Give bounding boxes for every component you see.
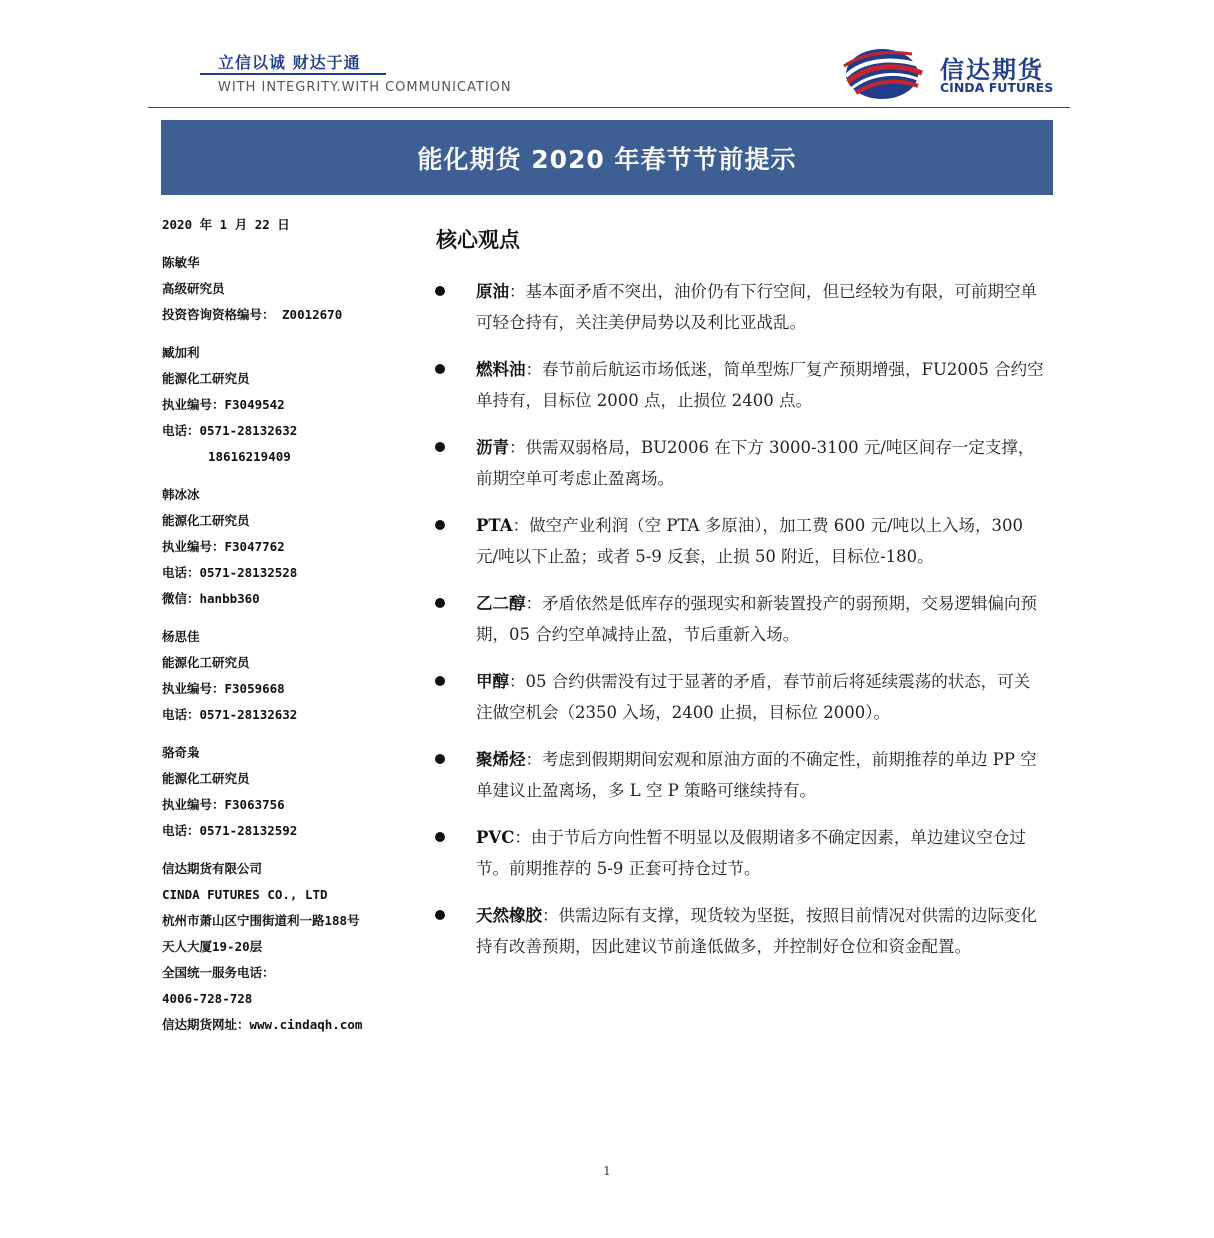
point-label: 乙二醇 bbox=[476, 594, 526, 613]
analyst-title: 能源化工研究员 bbox=[162, 655, 250, 670]
point-text: ：考虑到假期期间宏观和原油方面的不确定性，前期推荐的单边 PP 空单建议止盈离场，多 L 空 P 策略可继续持有。 bbox=[476, 750, 1037, 800]
core-view-heading: 核心观点 bbox=[436, 228, 520, 252]
list-item bbox=[432, 354, 1044, 418]
service-phone: 4006-728-728 bbox=[162, 991, 253, 1006]
analyst-phone: 电话：0571-28132632 bbox=[162, 707, 298, 722]
slogan-en: WITH INTEGRITY.WITH COMMUNICATION bbox=[218, 80, 512, 95]
bullet-icon bbox=[435, 598, 445, 608]
point-label: 甲醇 bbox=[476, 672, 509, 691]
analyst-title: 高级研究员 bbox=[162, 281, 225, 296]
logo-name-cn: 信达期货 bbox=[940, 56, 1044, 84]
point-text: ：由于节后方向性暂不明显以及假期诸多不确定因素，单边建议空仓过节。前期推荐的 5-9 正套可持仓过节。 bbox=[476, 828, 1026, 878]
service-phone-label: 全国统一服务电话： bbox=[162, 965, 275, 980]
point-label: 天然橡胶 bbox=[476, 906, 542, 925]
list-item bbox=[432, 588, 1044, 652]
analyst-phone: 电话：0571-28132632 bbox=[162, 423, 298, 438]
list-item bbox=[432, 432, 1044, 496]
company-name-en: CINDA FUTURES CO., LTD bbox=[162, 887, 328, 902]
bullet-icon bbox=[435, 910, 445, 920]
analyst-title: 能源化工研究员 bbox=[162, 371, 250, 386]
report-date: 2020 年 1 月 22 日 bbox=[162, 217, 290, 232]
list-item bbox=[432, 276, 1044, 340]
core-points-list bbox=[432, 276, 1044, 1010]
analyst-license: 执业编号：F3063756 bbox=[162, 797, 285, 812]
point-label: 聚烯烃 bbox=[476, 750, 526, 769]
point-text: ：05 合约供需没有过于显著的矛盾，春节前后将延续震荡的状态，可关注做空机会（2350 入场，2400 止损，目标位 2000）。 bbox=[476, 672, 1031, 722]
list-item bbox=[432, 900, 1044, 996]
page-number: 1 bbox=[603, 1164, 611, 1178]
page-title: 能化期货 2020 年春节节前提示 bbox=[417, 144, 797, 174]
bullet-icon bbox=[435, 754, 445, 764]
analyst-block bbox=[162, 482, 422, 612]
point-text: ：春节前后航运市场低迷，简单型炼厂复产预期增强，FU2005 合约空单持有，目标位 2000 点，止损位 2400 点。 bbox=[476, 360, 1044, 410]
bullet-icon bbox=[435, 442, 445, 452]
analyst-phone: 电话：0571-28132592 bbox=[162, 823, 298, 838]
sidebar bbox=[162, 212, 422, 1038]
analyst-block bbox=[162, 340, 422, 470]
analyst-block bbox=[162, 250, 422, 328]
bullet-icon bbox=[435, 364, 445, 374]
point-text: ：供需边际有支撑，现货较为坚挺，按照目前情况对供需的边际变化持有改善预期，因此建议节前逢低做多，并控制好仓位和资金配置。 bbox=[476, 906, 1037, 956]
cinda-logo-icon bbox=[842, 46, 924, 102]
logo-name-en: CINDA FUTURES bbox=[940, 80, 1054, 95]
point-text: ：矛盾依然是低库存的强现实和新装置投产的弱预期，交易逻辑偏向预期，05 合约空单减持止盈，节后重新入场。 bbox=[476, 594, 1037, 644]
company-address-building: 天人大厦19-20层 bbox=[162, 939, 263, 954]
analyst-name: 臧加利 bbox=[162, 345, 200, 360]
list-item bbox=[432, 822, 1044, 886]
list-item bbox=[432, 510, 1044, 574]
company-address: 杭州市萧山区宁围街道利一路188号 bbox=[162, 913, 360, 928]
company-name-cn: 信达期货有限公司 bbox=[162, 861, 263, 876]
analyst-license: 投资咨询资格编号： Z0012670 bbox=[162, 307, 343, 322]
analyst-name: 杨思佳 bbox=[162, 629, 200, 644]
analyst-title: 能源化工研究员 bbox=[162, 513, 250, 528]
analyst-name: 韩冰冰 bbox=[162, 487, 200, 502]
analyst-license: 执业编号：F3047762 bbox=[162, 539, 285, 554]
company-info bbox=[162, 856, 422, 1038]
analyst-block bbox=[162, 740, 422, 844]
bullet-icon bbox=[435, 520, 445, 530]
bullet-icon bbox=[435, 286, 445, 296]
analyst-block bbox=[162, 624, 422, 728]
list-item bbox=[432, 744, 1044, 808]
header-divider bbox=[148, 107, 1070, 108]
point-label: 燃料油 bbox=[476, 360, 526, 379]
point-label: PVC bbox=[476, 828, 515, 847]
analyst-name: 骆奇枭 bbox=[162, 745, 200, 760]
analyst-name: 陈敏华 bbox=[162, 255, 200, 270]
slogan-underline bbox=[200, 73, 386, 75]
point-text: ：做空产业利润（空 PTA 多原油），加工费 600 元/吨以上入场，300 元/吨以下止盈；或者 5-9 反套，止损 50 附近，目标位-180。 bbox=[476, 516, 1023, 566]
page-header bbox=[0, 0, 1214, 110]
analyst-wechat: 微信：hanbb360 bbox=[162, 591, 260, 606]
bullet-icon bbox=[435, 832, 445, 842]
analyst-license: 执业编号：F3059668 bbox=[162, 681, 285, 696]
point-label: PTA bbox=[476, 516, 513, 535]
company-website: 信达期货网址：www.cindaqh.com bbox=[162, 1017, 363, 1032]
slogan-cn: 立信以诚 财达于通 bbox=[218, 53, 361, 72]
title-banner bbox=[161, 120, 1053, 195]
analyst-license: 执业编号：F3049542 bbox=[162, 397, 285, 412]
point-text: ：供需双弱格局，BU2006 在下方 3000-3100 元/吨区间存一定支撑，前期空单可考虑止盈离场。 bbox=[476, 438, 1035, 488]
analyst-phone: 电话：0571-28132528 bbox=[162, 565, 298, 580]
point-label: 沥青 bbox=[476, 438, 509, 457]
analyst-mobile: 18616219409 bbox=[208, 449, 291, 464]
point-text: ：基本面矛盾不突出，油价仍有下行空间，但已经较为有限，可前期空单可轻仓持有，关注美伊局势以及利比亚战乱。 bbox=[476, 282, 1037, 332]
point-label: 原油 bbox=[476, 282, 509, 301]
list-item bbox=[432, 666, 1044, 730]
bullet-icon bbox=[435, 676, 445, 686]
analyst-title: 能源化工研究员 bbox=[162, 771, 250, 786]
